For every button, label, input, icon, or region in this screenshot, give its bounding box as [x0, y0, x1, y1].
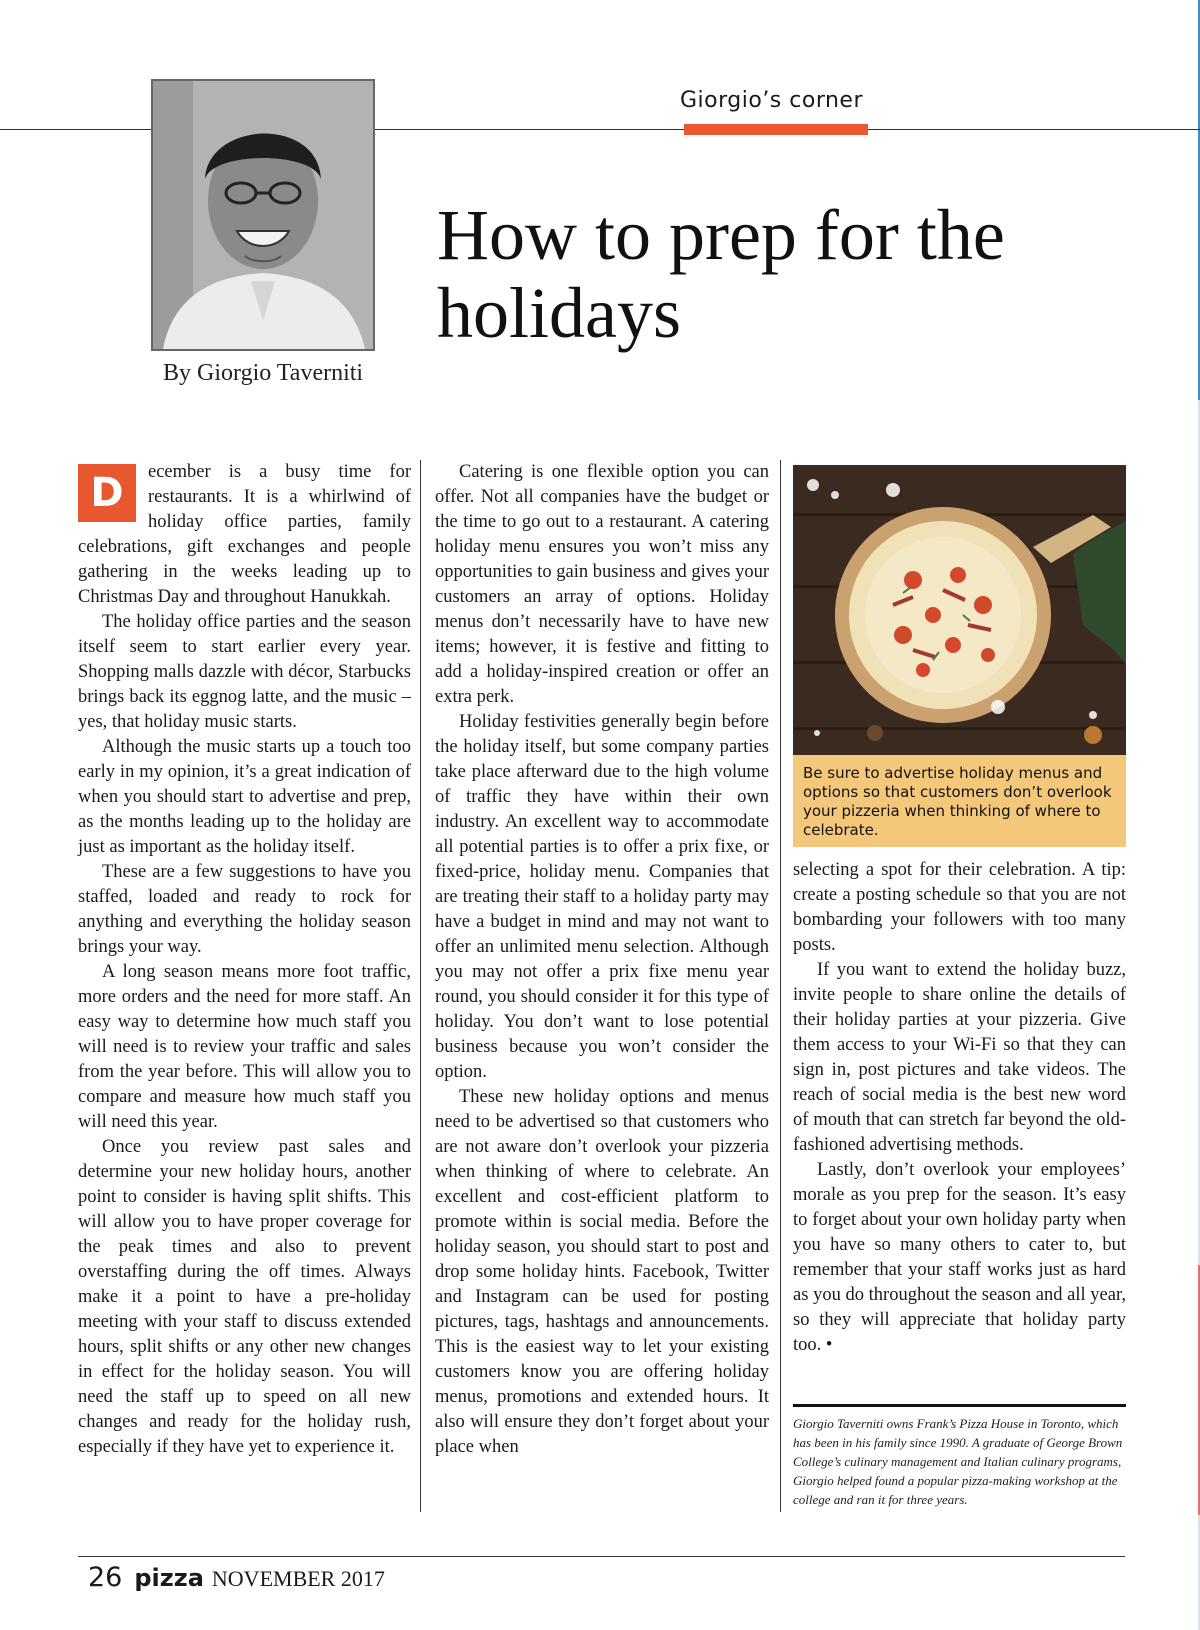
article-column-3	[793, 858, 1126, 1358]
issue-date: NOVEMBER 2017	[211, 1566, 385, 1591]
column-divider	[780, 460, 781, 1512]
paragraph: Catering is one flexible option you can offer. Not all companies have the budget or the time to go out to a restaurant. A catering holiday menu ensures you won’t miss any opportunities to gain business and gives your customers an array of options. Holiday menus don’t necessarily have to have new items; however, it is festive and fitting to add a holiday-inspired creation or offer an extra perk.	[435, 462, 769, 707]
paragraph: These are a few suggestions to have you staffed, loaded and ready to rock for anything and everything the holiday season brings your way.	[78, 862, 411, 957]
page-footer	[88, 1562, 385, 1593]
paragraph: Once you review past sales and determine your new holiday hours, another point to consider is having split shifts. This will allow you to have proper coverage for the peak times and also to prevent overstaffing during the off times. Always make it a point to have a pre-holiday meeting with your staff to discuss extended hours, split shifts or any other new changes in effect for the holiday season. You will need the staff up to speed on all new changes and ready for the holiday rush, especially if they have yet to experience it.	[78, 1137, 411, 1457]
photo-caption: Be sure to advertise holiday menus and options so that customers don’t overlook your pizzeria when thinking of where to celebrate.	[803, 764, 1112, 839]
pizza-image	[793, 465, 1126, 755]
paragraph: The holiday office parties and the season itself seem to start earlier every year. Shopping malls dazzle with décor, Starbucks brings back its eggnog latte, and the music – yes, that holiday music starts.	[78, 612, 411, 732]
paragraph: selecting a spot for their celebration. A tip: create a posting schedule so that you are not bombarding your followers with too many posts.	[793, 860, 1126, 955]
footer-rule	[78, 1556, 1125, 1557]
section-accent-bar	[684, 124, 868, 135]
photo-caption-box	[793, 755, 1126, 847]
article-column-1	[78, 460, 411, 1460]
paragraph: D ecember is a busy time for restaurants. It is a whirlwind of holiday office parties, family celebrations, gift exchanges and people gathering in the weeks leading up to Christmas Day and throughout Hanukkah.	[78, 462, 411, 607]
section-label: Giorgio’s corner	[680, 88, 864, 113]
paragraph: A long season means more foot traffic, more orders and the need for more staff. An easy way to determine how much staff you will need is to review your traffic and sales from the year before. This will allow you to compare and measure how much staff you will need this year.	[78, 962, 411, 1132]
drop-cap: D	[78, 464, 136, 522]
author-portrait-image	[153, 81, 373, 349]
author-bio: Giorgio Taverniti owns Frank’s Pizza House in Toronto, which has been in his family since 1990. A graduate of George Brown College’s culinary management and Italian culinary programs, Giorgio helped found a popular pizza-making workshop at the college and ran it for three years.	[793, 1416, 1123, 1507]
pizza-photo	[793, 465, 1126, 755]
bio-rule	[793, 1404, 1126, 1407]
article-headline: How to prep for the holidays	[437, 195, 1005, 353]
article-column-2	[435, 460, 769, 1460]
paragraph: Lastly, don’t overlook your employees’ morale as you prep for the season. It’s easy to forget about your own holiday party when you have so many others to cater to, but remember that your staff works just as hard as you do throughout the season and all year, so they will appreciate that holiday party too. •	[793, 1160, 1126, 1355]
author-photo	[151, 79, 375, 351]
page-number: 26	[88, 1562, 123, 1593]
column-divider	[420, 460, 421, 1512]
magazine-name: pizza	[134, 1564, 204, 1592]
paragraph: These new holiday options and menus need to be advertised so that customers who are not aware don’t overlook your pizzeria when thinking of where to celebrate. An excellent and cost-efficient platform to promote within is social media. Before the holiday season, you should start to post and drop some holiday hints. Facebook, Twitter and Instagram can be used for posting pictures, tags, hashtags and announcements. This is the easiest way to let your existing customers know you are offering holiday menus, promotions and extended hours. It also will ensure they don’t forget about your place when	[435, 1087, 769, 1457]
byline: By Giorgio Taverniti	[163, 360, 364, 386]
paragraph: Although the music starts up a touch too early in my opinion, it’s a great indication of when you should start to advertise and prep, as the months leading up to the holiday are just as important as the holiday itself.	[78, 737, 411, 857]
paragraph: Holiday festivities generally begin before the holiday itself, but some company parties take place afterward due to the high volume of traffic they have within their own industry. An excellent way to accommodate all potential parties is to offer a prix fixe, or fixed-price, holiday menu. Companies that are treating their staff to a holiday party may have a budget in mind and may not want to offer an unlimited menu selection. Although you may not offer a prix fixe menu year round, you should consider it for this type of holiday. You don’t want to lose potential business because you won’t consider the option.	[435, 712, 769, 1082]
paragraph: If you want to extend the holiday buzz, invite people to share online the details of their holiday parties at your pizzeria. Give them access to your Wi-Fi so that they can sign in, post pictures and take videos. The reach of social media is the best new word of mouth that can stretch far beyond the old-fashioned advertising methods.	[793, 960, 1126, 1155]
